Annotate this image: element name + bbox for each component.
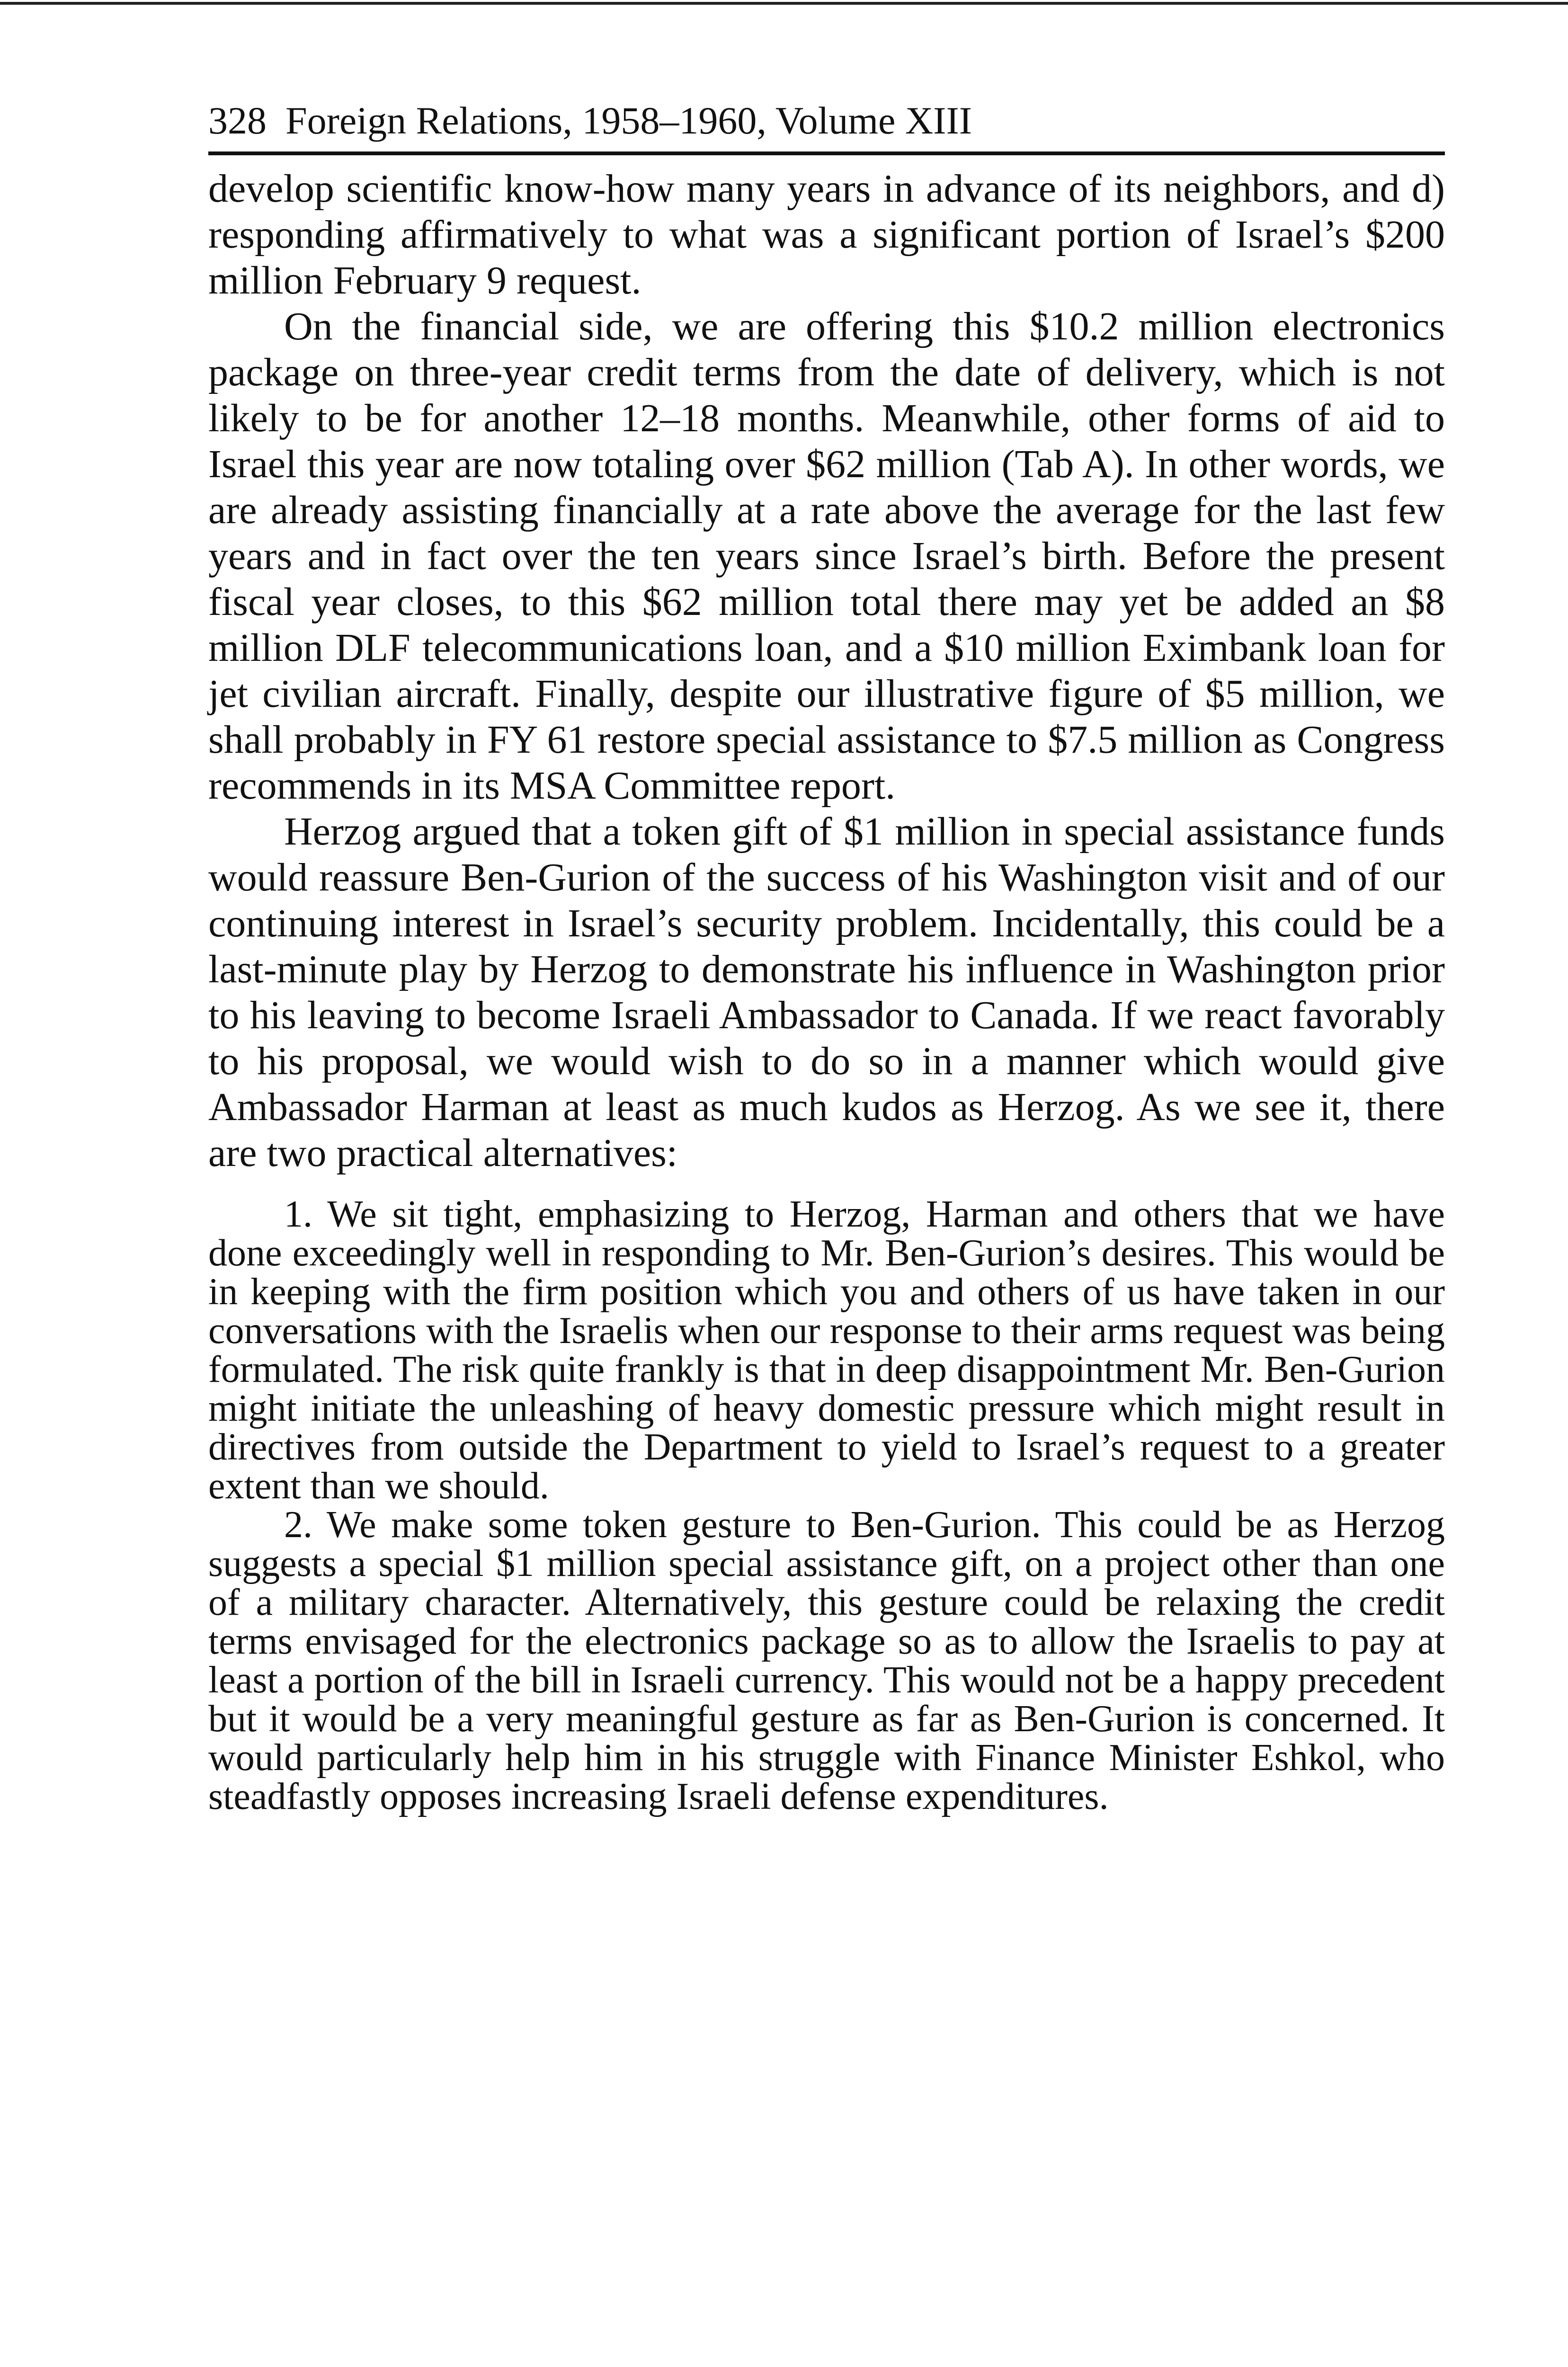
paragraph-herzog-argument: Herzog argued that a token gift of $1 million in special assistance funds would reassure Ben-Gurion of the success of his Washington visit and of our continuing interest in Israel’s security problem. Incidentally, this could be a last-minute play by Herzog to demonstrate his influence in Washington prior to his leaving to become Israeli Ambassador to Canada. If we react favorably to his proposal, we would wish to do so in a manner which would give Ambassador Harman at least as much kudos as Herzog. As we see it, there are two practical alternatives: xyxy=(208,810,1445,1175)
scan-top-edge-rule xyxy=(0,2,1568,5)
alternative-item-2: 2. We make some token gesture to Ben-Gurion. This could be as Herzog suggests a special $1 million special assistance gift, on a project other than one of a military character. Alternatively, this gesture could be relaxing the credit terms envisaged for the electronics package so as to allow the Israelis to pay at least a portion of the bill in Israeli currency. This would not be a happy precedent but it would be a very meaningful gesture as far as Ben-Gurion is concerned. It would particularly help him in his struggle with Finance Minister Eshkol, who steadfastly opposes increasing Israeli defense expenditures. xyxy=(208,1504,1445,1817)
alternatives-list xyxy=(208,1195,1445,1816)
running-title: Foreign Relations, 1958–1960, Volume XIII xyxy=(285,99,972,142)
paragraph-continued: develop scientific know-how many years in advance of its neighbors, and d) responding affirmatively to what was a significant portion of Israel’s $200 million February 9 request. xyxy=(208,167,1445,303)
running-header xyxy=(208,95,1445,155)
paragraph-financial-side: On the financial side, we are offering this $10.2 million electronics package on three-year credit terms from the date of delivery, which is not likely to be for another 12–18 months. Meanwhile, other forms of aid to Israel this year are now totaling over $62 million (Tab A). In other words, we are already assisting financially at a rate above the average for the last few years and in fact over the ten years since Israel’s birth. Before the present fiscal year closes, to this $62 million total there may yet be added an $8 million DLF telecommunications loan, and a $10 million Eximbank loan for jet civilian aircraft. Finally, despite our illustrative figure of $5 million, we shall probably in FY 61 restore special assistance to $7.5 million as Congress recommends in its MSA Committee report. xyxy=(208,304,1445,808)
document-page xyxy=(208,95,1445,1816)
page-number: 328 xyxy=(208,99,267,142)
alternative-item-1: 1. We sit tight, emphasizing to Herzog, Harman and others that we have done exceedingly well in responding to Mr. Ben-Gurion’s desires. This would be in keeping with the firm position which you and others of us have taken in our conversations with the Israelis when our response to their arms request was being formulated. The risk quite frankly is that in deep disappointment Mr. Ben-Gurion might initiate the unleashing of heavy domestic pressure which might result in directives from outside the Department to yield to Israel’s request to a greater extent than we should. xyxy=(208,1193,1445,1507)
body-text xyxy=(208,166,1445,1176)
